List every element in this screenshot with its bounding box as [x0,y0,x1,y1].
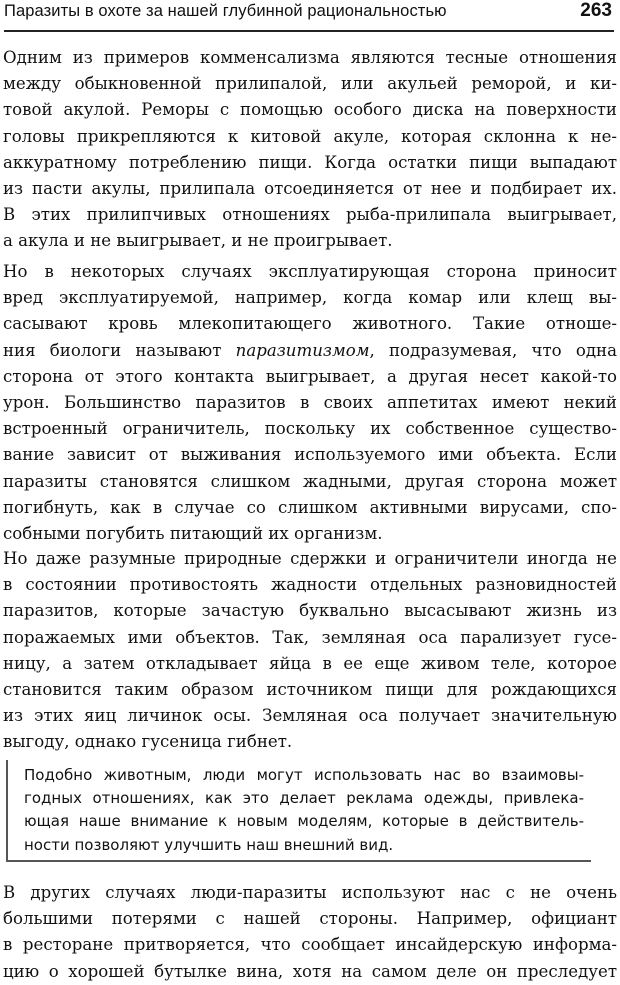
callout-line: ющая наше внимание к новым моделям, которые в действитель- [24,812,584,831]
text-line: поражаемых ими объектов. Так, земляная оса парализует гусе- [3,627,617,647]
text-line: из пасти акулы, прилипала отсоединяется от нее и подбирает их. [3,179,617,199]
text-line: головы прикрепляются к китовой акуле, которая склонна к не- [3,126,617,146]
text-line: Но даже разумные природные сдержки и ограничители иногда не [3,549,617,568]
text-line: в состоянии противостоять жадности отдельных разновидностей [3,575,617,595]
text-line: В других случаях люди-паразиты используют нас с не очень [3,883,617,902]
paragraph-parasitism [3,259,617,547]
text-segment: ния биологи называют [3,340,236,360]
page-number: 263 [580,0,612,21]
text-line: вание зависит от выживания используемого ими объекта. Если [3,445,617,465]
text-line: сасывают кровь млекопитающего животного. Такие отноше- [3,314,617,334]
paragraph-ground-wasp [3,546,617,756]
callout-line: ности позволяют улучшить наш внешний вид. [24,835,394,854]
text-line: урон. Большинство паразитов в своих аппетитах имеют некий [3,393,617,413]
text-line: встроенный ограничитель, поскольку их собственное существо- [3,419,617,439]
text-line: вред эксплуатируемой, например, когда комар или клещ вы- [3,288,617,308]
text-segment: , подразумевая, что одна [369,340,618,360]
text-line: выгоду, однако гусеница гибнет. [3,732,293,752]
text-line: Одним из примеров комменсализма являются тесные отношения [3,48,617,67]
text-line: ницу, а затем откладывает яйца в ее еще живом теле, которое [3,653,617,673]
text-line: сторона от этого контакта выигрывает, а другая несет какой-то [3,366,617,386]
text-line: а акула и не выигрывает, и не проигрывает. [3,231,393,251]
text-line: в ресторане притворяется, что сообщает инсайдерскую информа- [3,935,617,955]
text-line: В этих прилипчивых отношениях рыба-прилипала выигрывает, [3,205,617,225]
callout-line: годных отношениях, как это делает реклама одежды, привлека- [24,789,584,808]
running-title: Паразиты в охоте за нашей глубинной рациональностью [4,2,447,20]
callout-text [24,764,584,857]
text-line: товой акулой. Реморы с помощью особого диска на поверхности [3,100,617,120]
text-line: погибнуть, как в случае со слишком активными вирусами, спо- [3,497,617,517]
text-line: большими потерями с нашей стороны. Например, официант [3,909,617,929]
text-line: становится таким образом источником пищи для рождающихся [3,680,617,700]
callout-line: Подобно животным, люди могут использовать нас во взаимовы- [24,766,584,784]
text-line: цию о хорошей бутылке вина, хотя на самом деле он преследует [3,961,617,981]
paragraph-commensalism [3,45,617,255]
text-line: из этих яиц личинок осы. Земляная оса получает значительную [3,706,617,726]
page-header [4,0,614,32]
text-line: собными погубить питающий их организм. [3,524,383,544]
text-line: аккуратному потреблению пищи. Когда остатки пищи выпадают [3,152,617,172]
text-line-with-emphasis [3,338,617,364]
emphasized-term: паразитизмом [235,340,370,360]
text-line: Но в некоторых случаях эксплуатирующая сторона приносит [3,262,617,281]
text-line: между обыкновенной прилипалой, или акульей реморой, и ки- [3,74,617,94]
text-line: паразитов, которые зачастую буквально высасывают жизнь из [3,601,617,621]
paragraph-human-parasites [3,880,617,985]
text-line: паразиты становятся слишком жадными, другая сторона может [3,471,617,491]
